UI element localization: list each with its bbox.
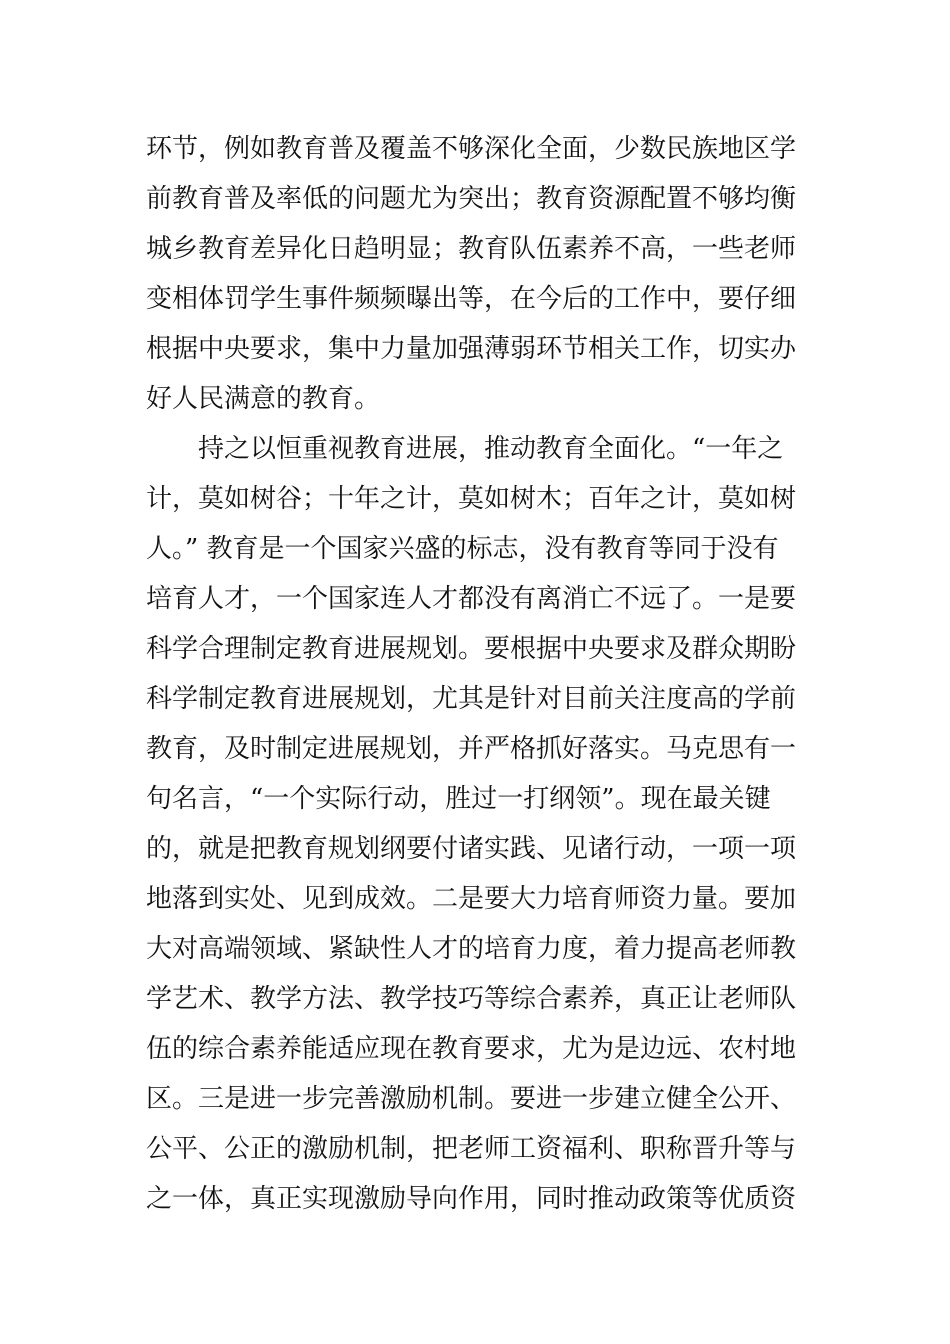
text-line: 之一体，真正实现激励导向作用，同时推动政策等优质资 <box>146 1184 797 1214</box>
text-line: 环节，例如教育普及覆盖不够深化全面，少数民族地区学 <box>146 134 797 164</box>
text-line: 的，就是把教育规划纲要付诸实践、见诸行动，一项一项 <box>146 834 797 864</box>
text-line: 好人民满意的教育。 <box>146 384 381 414</box>
text-line: 句名言，“一个实际行动，胜过一打纲领”。现在最关键 <box>146 784 771 814</box>
text-line: 培育人才，一个国家连人才都没有离消亡不远了。一是要 <box>146 584 797 614</box>
paragraph <box>146 424 816 1224</box>
text-line: 公平、公正的激励机制，把老师工资福利、职称晋升等与 <box>146 1134 797 1164</box>
text-line: 学艺术、教学方法、教学技巧等综合素养，真正让老师队 <box>146 984 797 1014</box>
text-line: 教育，及时制定进展规划，并严格抓好落实。马克思有一 <box>146 734 797 764</box>
text-line: 科学合理制定教育进展规划。要根据中央要求及群众期盼 <box>146 634 797 664</box>
text-line: 变相体罚学生事件频频曝出等，在今后的工作中，要仔细 <box>146 284 797 314</box>
text-line: 地落到实处、见到成效。二是要大力培育师资力量。要加 <box>146 884 797 914</box>
text-line: 计，莫如树谷；十年之计，莫如树木；百年之计，莫如树 <box>146 484 797 514</box>
text-line: 大对高端领域、紧缺性人才的培育力度，着力提高老师教 <box>146 934 797 964</box>
text-line: 前教育普及率低的问题尤为突出；教育资源配置不够均衡 <box>146 184 797 214</box>
text-line: 人。” 教育是一个国家兴盛的标志，没有教育等同于没有 <box>146 534 779 564</box>
text-line: 根据中央要求，集中力量加强薄弱环节相关工作，切实办 <box>146 334 797 364</box>
text-line: 区。三是进一步完善激励机制。要进一步建立健全公开、 <box>146 1084 797 1114</box>
paragraph <box>146 124 816 424</box>
text-line: 科学制定教育进展规划，尤其是针对目前关注度高的学前 <box>146 684 797 714</box>
text-line: 伍的综合素养能适应现在教育要求，尤为是边远、农村地 <box>146 1034 797 1064</box>
document-body <box>146 124 816 1224</box>
text-line: 城乡教育差异化日趋明显；教育队伍素养不高，一些老师 <box>146 234 797 264</box>
text-line: 持之以恒重视教育进展，推动教育全面化。“一年之 <box>198 434 784 464</box>
